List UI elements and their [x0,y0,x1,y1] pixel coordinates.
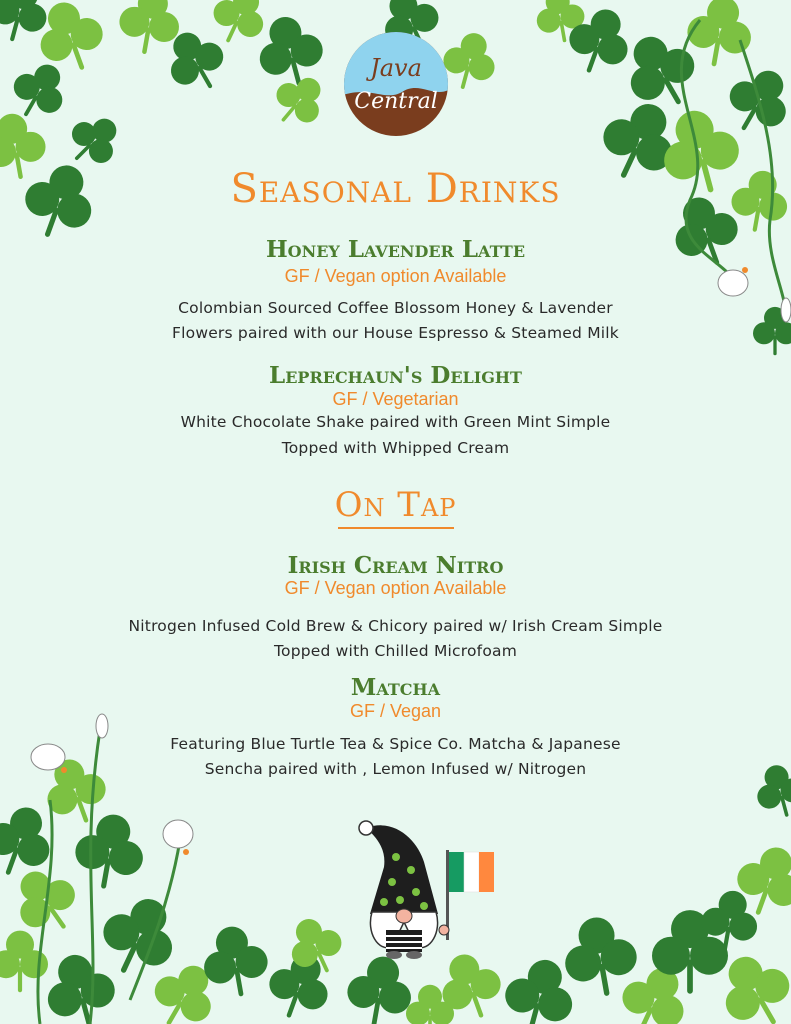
item-description-line: Flowers paired with our House Espresso & Steamed Milk [172,324,619,342]
item-description-line: White Chocolate Shake paired with Green Mint Simple [180,413,611,431]
shamrock-icon [38,947,123,1024]
item-dietary-tag: GF / Vegan option Available [284,266,507,286]
java-central-logo [340,30,452,138]
item-name: Irish Cream Nitro [287,552,504,579]
item-name: Matcha [350,674,441,701]
item-name: Leprechaun's Delight [269,362,522,389]
item-name: Honey Lavender Latte [265,236,526,263]
logo-text-central: Central [354,89,438,114]
item-description-line: Colombian Sourced Coffee Blossom Honey & Lavender [178,299,613,317]
item-description-line: Featuring Blue Turtle Tea & Spice Co. Matcha & Japanese [170,735,621,753]
item-dietary-tag: GF / Vegetarian [332,389,459,409]
shamrock-icon [90,886,189,988]
item-description-line: Nitrogen Infused Cold Brew & Chicory paired w/ Irish Cream Simple [128,617,663,635]
item-description-line: Topped with Whipped Cream [281,439,510,457]
seasonal-drinks-heading: Seasonal Drinks [230,166,561,212]
item-dietary-tag: GF / Vegan option Available [284,578,507,598]
item-description-line: Topped with Chilled Microfoam [273,642,518,660]
on-tap-heading: On Tap [334,485,457,525]
logo-text-java: Java [370,54,422,82]
gnome-with-irish-flag-icon [356,812,506,962]
shamrock-icon [198,921,273,1001]
item-dietary-tag: GF / Vegan [349,701,442,721]
shamrock-icon [717,58,791,145]
item-description-line: Sencha paired with , Lemon Infused w/ Nitrogen [204,760,587,778]
on-tap-underline [338,527,454,529]
shamrock-icon [70,809,150,894]
